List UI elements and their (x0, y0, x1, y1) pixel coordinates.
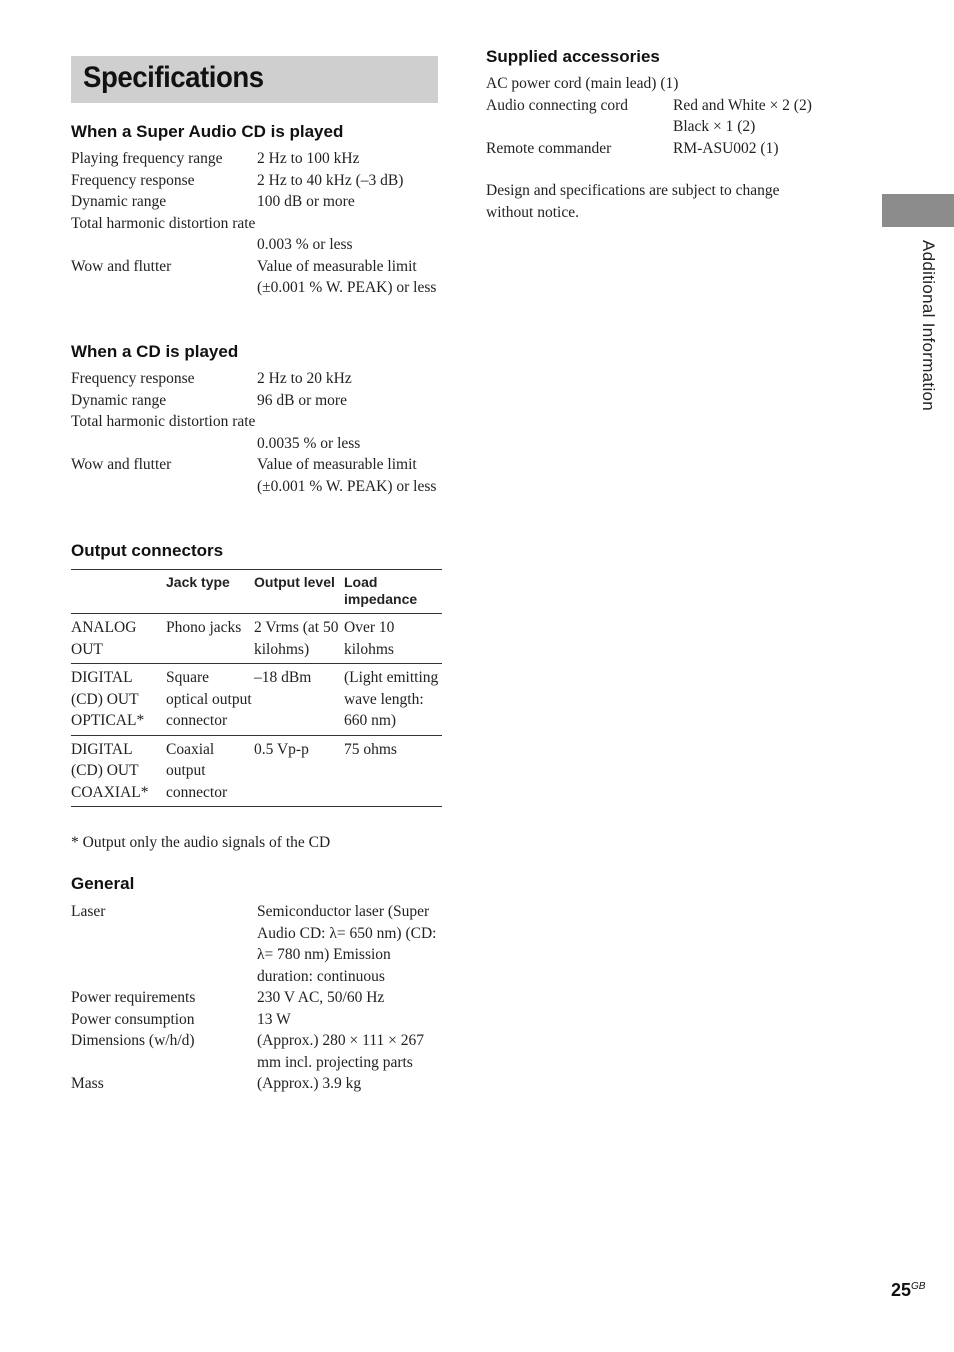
spec-label: Power consumption (71, 1010, 195, 1028)
accessory-value-line: Black × 1 (2) (673, 118, 756, 135)
accessory-row (486, 95, 846, 138)
page-number-value: 25 (891, 1280, 912, 1300)
table-cell: DIGITAL (CD) OUT OPTICAL* (71, 669, 145, 729)
spec-label: Wow and flutter (71, 456, 172, 473)
spec-label: Power requirements (71, 989, 196, 1006)
accessory-label: Audio connecting cord (486, 96, 629, 114)
spec-label: Frequency response (71, 370, 195, 387)
spec-value: Value of measurable limit (±0.001 % W. PEAK) or less (257, 257, 437, 296)
accessory-line: AC power cord (main lead) (1) (486, 75, 679, 92)
table-row (71, 735, 442, 807)
column-header: Output level (254, 574, 335, 590)
spec-row (71, 213, 451, 256)
spec-value: 100 dB or more (257, 193, 355, 210)
table-cell: Over 10 kilohms (344, 619, 395, 658)
table-cell: –18 dBm (254, 669, 312, 686)
spec-label: Dynamic range (71, 193, 167, 210)
output-heading: Output connectors (71, 541, 224, 560)
table-cell: 0.5 Vp-p (254, 740, 309, 758)
spec-value: 0.0035 % or less (257, 434, 361, 452)
table-row (71, 614, 442, 664)
table-cell: Square optical output connector (166, 669, 252, 729)
spec-label: Total harmonic distortion rate (71, 413, 256, 430)
accessory-value (673, 95, 843, 138)
accessory-value: RM-ASU002 (1) (673, 139, 779, 157)
spec-row (71, 170, 451, 192)
change-notice: Design and specifications are subject to change without notice. (486, 182, 780, 221)
general-spec-list (71, 901, 451, 1095)
table-header-row (71, 570, 442, 614)
cd-heading: When a CD is played (71, 342, 239, 361)
spec-row (71, 148, 451, 170)
spec-value: (Approx.) 3.9 kg (257, 1075, 362, 1092)
general-heading: General (71, 874, 135, 893)
table-cell: Coaxial output connector (166, 740, 228, 801)
spec-label: Dynamic range (71, 391, 167, 409)
spec-value: (Approx.) 280 × 111 × 267 mm incl. projecting parts (257, 1032, 425, 1071)
spec-label: Wow and flutter (71, 257, 172, 275)
page-title: Specifications (83, 61, 264, 94)
cd-spec-list (71, 368, 451, 497)
table-cell: Phono jacks (166, 619, 242, 636)
spec-label: Frequency response (71, 171, 195, 189)
spec-value: 230 V AC, 50/60 Hz (257, 989, 385, 1006)
spec-row (71, 191, 451, 213)
column-header: Load impedance (344, 574, 418, 607)
table-cell: 75 ohms (344, 740, 397, 758)
spec-value: 13 W (257, 1010, 291, 1028)
spec-row (71, 987, 451, 1009)
spec-row (71, 1009, 451, 1031)
spec-value: Semiconductor laser (Super Audio CD: λ= 650 nm) (CD: λ= 780 nm) Emission duration: continuous (257, 903, 437, 985)
spec-label: Total harmonic distortion rate (71, 214, 256, 232)
spec-row (71, 390, 451, 412)
spec-value: 96 dB or more (257, 391, 347, 409)
column-header: Jack type (166, 574, 230, 590)
table-cell: 2 Vrms (at 50 kilohms) (254, 619, 339, 658)
spec-row (71, 1073, 451, 1095)
spec-row (71, 368, 451, 390)
accessories-list (486, 73, 846, 223)
sacd-spec-list (71, 148, 451, 299)
table-row (71, 664, 442, 736)
accessory-label: Remote commander (486, 139, 612, 157)
table-cell: (Light emitting wave length: 660 nm) (344, 669, 439, 729)
accessory-row (486, 138, 846, 160)
footnote: * Output only the audio signals of the CD (71, 834, 331, 851)
spec-value: 2 Hz to 100 kHz (257, 150, 360, 167)
page-number (891, 1280, 925, 1301)
column-header (71, 570, 166, 614)
title-banner (71, 56, 438, 103)
spec-row (71, 454, 451, 497)
accessory-value-line: Red and White × 2 (2) (673, 96, 812, 114)
sacd-heading: When a Super Audio CD is played (71, 122, 344, 141)
spec-label: Playing frequency range (71, 150, 223, 167)
output-connectors-table (71, 569, 442, 807)
spec-value: Value of measurable limit (±0.001 % W. PEAK) or less (257, 456, 437, 495)
section-tab-marker (882, 194, 954, 227)
accessories-heading: Supplied accessories (486, 47, 660, 66)
spec-row (71, 256, 451, 299)
spec-row (71, 1030, 451, 1073)
spec-row (71, 411, 451, 454)
spec-label: Dimensions (w/h/d) (71, 1032, 195, 1049)
section-tab-label: Additional Information (919, 240, 938, 412)
spec-value: 2 Hz to 20 kHz (257, 370, 352, 387)
table-cell: ANALOG OUT (71, 619, 137, 658)
spec-value: 2 Hz to 40 kHz (–3 dB) (257, 171, 404, 189)
spec-label: Laser (71, 903, 106, 920)
table-cell: DIGITAL (CD) OUT COAXIAL* (71, 740, 149, 801)
spec-label: Mass (71, 1075, 104, 1092)
spec-row (71, 901, 451, 987)
spec-value: 0.003 % or less (257, 236, 353, 253)
page-number-suffix: GB (911, 1281, 926, 1292)
